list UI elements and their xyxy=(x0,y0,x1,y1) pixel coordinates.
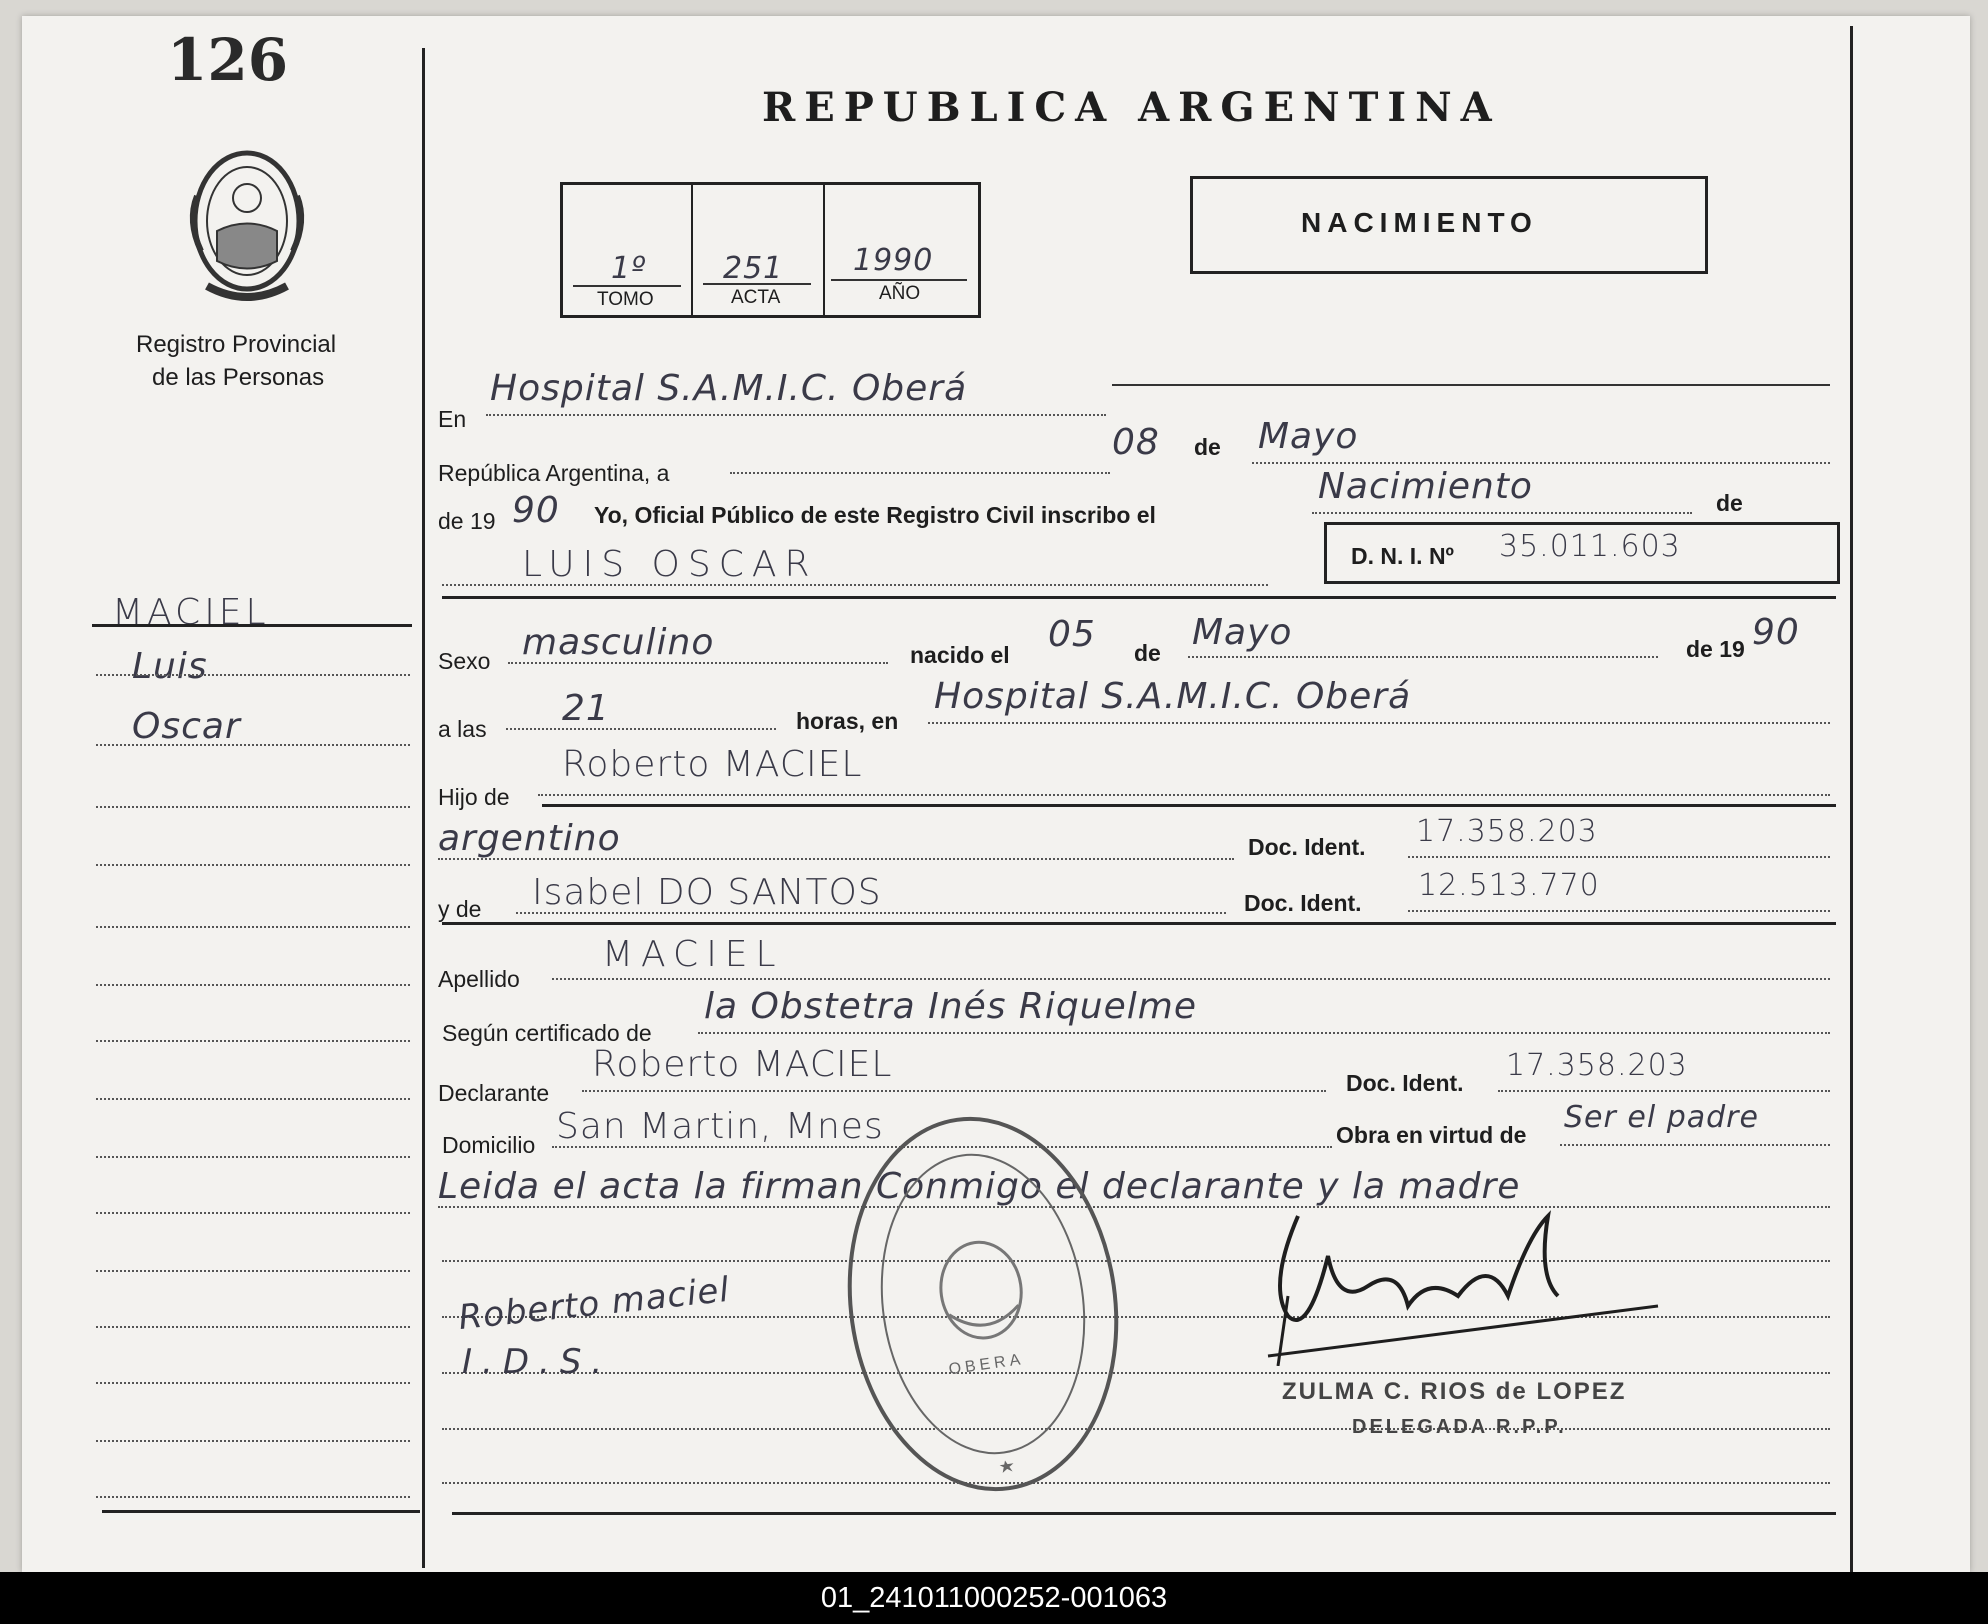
fill-line xyxy=(582,1090,1326,1092)
value-nacionalidad: argentino xyxy=(438,818,621,859)
fill-line xyxy=(928,722,1830,724)
fill-line xyxy=(1560,1144,1830,1146)
margin-name2: Oscar xyxy=(132,706,241,747)
value-anio-nacimiento: 90 xyxy=(1752,612,1800,653)
margin-line xyxy=(96,1040,410,1042)
reference-box xyxy=(560,182,981,318)
column-divider xyxy=(422,48,425,1568)
margin-line xyxy=(96,806,410,808)
official-title: DELEGADA R.P.P. xyxy=(1352,1416,1567,1438)
fill-line xyxy=(698,1032,1830,1034)
label-a-las: a las xyxy=(438,716,487,742)
label-dni: D. N. I. Nº xyxy=(1351,543,1454,569)
bottom-rule xyxy=(452,1512,1836,1515)
section-rule xyxy=(442,596,1836,599)
fill-line xyxy=(552,978,1830,980)
fill-line xyxy=(516,912,1226,914)
label-doc-padre: Doc. Ident. xyxy=(1248,834,1366,860)
registry-line2: de las Personas xyxy=(152,364,325,391)
label-doc-declarante: Doc. Ident. xyxy=(1346,1070,1464,1096)
margin-surname: MACIEL xyxy=(112,592,270,633)
signature-madre: I.D.S. xyxy=(462,1342,613,1382)
label-doc-madre: Doc. Ident. xyxy=(1244,890,1362,916)
margin-line xyxy=(96,674,410,676)
margin-line xyxy=(96,1440,410,1442)
label-segun: Según certificado de xyxy=(442,1020,652,1046)
label-de: de xyxy=(1194,434,1221,460)
province-emblem xyxy=(177,136,317,316)
official-signature-mark xyxy=(1258,1196,1678,1366)
value-nombres: LUIS OSCAR xyxy=(522,544,818,585)
registry-line1: Registro Provincial xyxy=(136,331,337,358)
fill-dash xyxy=(1112,384,1830,386)
fill-line xyxy=(1408,910,1830,912)
registry-page xyxy=(22,16,1970,1572)
value-tipo: Nacimiento xyxy=(1318,466,1533,507)
official-name: ZULMA C. RIOS de LOPEZ xyxy=(1282,1378,1627,1405)
fill-line xyxy=(442,584,1268,586)
signature-declarante: Roberto maciel xyxy=(456,1269,732,1339)
label-declarante: Declarante xyxy=(438,1080,550,1106)
value-doc-declarante: 17.358.203 xyxy=(1506,1048,1688,1083)
label-de-tipo: de xyxy=(1716,490,1743,516)
section-rule xyxy=(542,804,1836,807)
margin-line xyxy=(96,744,410,746)
label-domicilio: Domicilio xyxy=(442,1132,536,1158)
value-madre: Isabel DO SANTOS xyxy=(532,872,882,913)
value-apellido: MACIEL xyxy=(602,934,784,975)
value-obra: Ser el padre xyxy=(1564,1100,1759,1135)
value-declarante: Roberto MACIEL xyxy=(592,1044,893,1085)
ano-value: 1990 xyxy=(853,243,934,278)
dni-box xyxy=(1324,522,1840,584)
label-nacido-el: nacido el xyxy=(910,642,1010,668)
label-de19: de 19 xyxy=(438,508,496,534)
margin-line xyxy=(96,1156,410,1158)
section-rule xyxy=(442,922,1836,925)
value-lugar: Hospital S.A.M.I.C. Oberá xyxy=(490,368,968,409)
value-dni: 35.011.603 xyxy=(1499,529,1681,564)
value-padre: Roberto MACIEL xyxy=(562,744,863,785)
margin-name1: Luis xyxy=(132,646,208,687)
country-title: REPUBLICA ARGENTINA xyxy=(762,84,1501,131)
margin-line xyxy=(96,1496,410,1498)
fill-line xyxy=(538,794,1830,796)
value-lugar-nacimiento: Hospital S.A.M.I.C. Oberá xyxy=(934,676,1412,717)
value-leida: Leida el acta la firman Conmigo el declarante y la madre xyxy=(438,1166,1521,1207)
margin-line xyxy=(96,1212,410,1214)
record-type-box xyxy=(1190,176,1708,274)
ano-underline xyxy=(831,279,967,281)
label-y-de: y de xyxy=(438,896,482,922)
label-de-nac: de xyxy=(1134,640,1161,666)
tomo-underline xyxy=(573,285,681,287)
right-border xyxy=(1850,26,1853,1572)
tomo-value: 1º xyxy=(611,251,647,286)
image-code-bar xyxy=(0,1572,1988,1624)
fill-line xyxy=(486,414,1106,416)
value-dia-nacimiento: 05 xyxy=(1048,614,1096,655)
value-domicilio: San Martin, Mnes xyxy=(556,1106,884,1147)
value-sexo: masculino xyxy=(522,622,715,663)
fill-line xyxy=(1312,512,1692,514)
margin-line xyxy=(96,1098,410,1100)
fill-line xyxy=(730,472,1110,474)
ano-label: AÑO xyxy=(879,283,921,304)
value-dia-inscripcion: 08 xyxy=(1112,422,1160,463)
value-doc-madre: 12.513.770 xyxy=(1418,868,1600,903)
fill-line xyxy=(1408,856,1830,858)
tomo-label: TOMO xyxy=(597,289,654,310)
acta-value: 251 xyxy=(723,251,784,286)
label-hijo-de: Hijo de xyxy=(438,784,510,810)
seal-bottom-text: OBERA xyxy=(947,1350,1026,1379)
value-mes-nacimiento: Mayo xyxy=(1192,612,1293,653)
label-horas-en: horas, en xyxy=(796,708,899,734)
label-yo-oficial: Yo, Oficial Público de este Registro Civil inscribo el xyxy=(594,502,1156,528)
image-code: 01_241011000252-001063 xyxy=(820,1582,1168,1614)
fill-line xyxy=(1498,1090,1830,1092)
fill-line xyxy=(1252,462,1830,464)
margin-line xyxy=(96,926,410,928)
margin-line xyxy=(96,864,410,866)
margin-line xyxy=(96,1270,410,1272)
label-de19b: de 19 xyxy=(1686,636,1745,662)
acta-underline xyxy=(703,283,811,285)
fill-line xyxy=(442,1372,1830,1374)
label-sexo: Sexo xyxy=(438,648,491,674)
label-obra: Obra en virtud de xyxy=(1336,1122,1527,1148)
label-en: En xyxy=(438,406,467,432)
label-republica: República Argentina, a xyxy=(438,460,670,486)
fill-line xyxy=(442,1482,1830,1484)
value-certificado: la Obstetra Inés Riquelme xyxy=(704,986,1197,1027)
margin-line xyxy=(96,1382,410,1384)
label-apellido: Apellido xyxy=(438,966,520,992)
margin-line xyxy=(96,1326,410,1328)
acta-label: ACTA xyxy=(731,287,781,308)
record-type: NACIMIENTO xyxy=(1301,207,1538,238)
value-doc-padre: 17.358.203 xyxy=(1416,814,1598,849)
margin-bottom-rule xyxy=(102,1510,420,1513)
value-anio-inscripcion: 90 xyxy=(512,490,560,531)
margin-rule xyxy=(92,624,412,627)
value-hora: 21 xyxy=(562,688,610,729)
margin-line xyxy=(96,984,410,986)
value-mes-inscripcion: Mayo xyxy=(1258,416,1359,457)
official-seal xyxy=(818,1093,1147,1516)
page-number: 126 xyxy=(167,26,289,94)
fill-line xyxy=(506,728,776,730)
fill-line xyxy=(1188,656,1658,658)
fill-line xyxy=(508,662,888,664)
fill-line xyxy=(438,858,1234,860)
